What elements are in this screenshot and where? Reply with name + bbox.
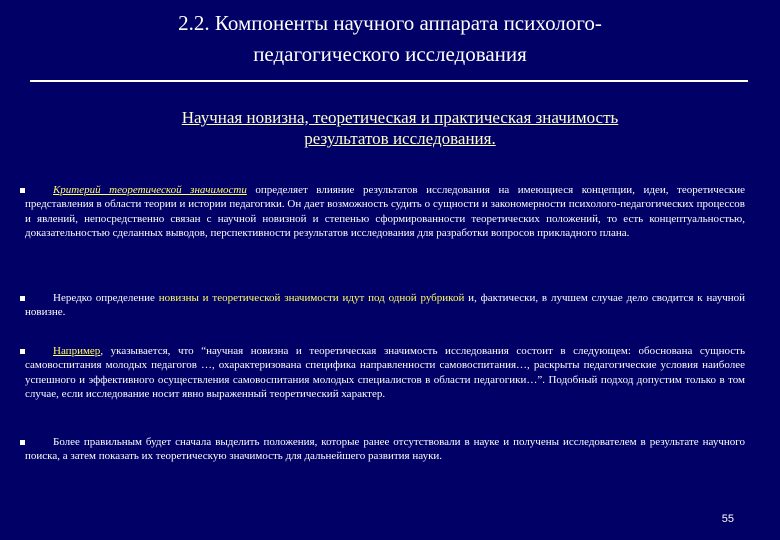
paragraph-novelty xyxy=(25,291,745,320)
paragraph-recommendation xyxy=(25,435,745,464)
section-subtitle-line-1: Научная новизна, теоретическая и практическая значимость xyxy=(181,108,619,127)
slide-title xyxy=(30,8,750,70)
paragraph-3-text: , указывается, что “научная новизна и теоретическая значимость исследования состоит в следующем: обоснована сущность самовоспитания молодых педагогов …, охарактеризована специфика направленности самовоспитания…, раскрыты педагогические условия наиболее успешного и эффективного осуществления самовоспитания молодых специалистов в области педагогики…”. Подобный подход допустим только в том случае, если исследование носит явно выраженный теоретический характер. xyxy=(25,345,745,400)
section-subtitle xyxy=(60,107,740,149)
paragraph-2-after: и, фактически, в лучшем случае дело сводится к научной новизне. xyxy=(25,292,746,319)
slide-title-line-2: педагогического исследования xyxy=(253,42,527,66)
paragraph-2-before: Нередко определение xyxy=(53,292,159,304)
paragraph-example xyxy=(25,344,745,401)
example-label: Например xyxy=(53,345,101,357)
paragraph-theoretical-significance xyxy=(25,183,745,240)
paragraph-1-text: определяет влияние результатов исследования на имеющиеся концепции, идеи, теоретические представления в области теории и истории педагогики. Он дает возможность судить о сущности и закономерности психолого-педагогических процессов и явлений, непосредственно связан с научной новизной и степенью сформированности теоретических положений, то есть концептуальностью, доказательностью сделанных выводов, перспективности результатов исследования для разработки вопросов прикладного плана. xyxy=(25,184,745,239)
term-theoretical-significance: Критерий теоретической значимости xyxy=(53,184,247,196)
section-subtitle-line-2: результатов исследования. xyxy=(304,129,496,148)
paragraph-4-text: Более правильным будет сначала выделить положения, которые ранее отсутствовали в науке и получены исследователем в результате научного поиска, а затем показать их теоретическую значимость для дальнейшего развития науки. xyxy=(25,436,745,463)
page-number: 55 xyxy=(721,513,734,525)
slide-title-line-1: 2.2. Компоненты научного аппарата психолого- xyxy=(178,11,602,35)
paragraph-2-highlight: новизны и теоретической значимости идут под одной рубрикой xyxy=(158,292,465,304)
title-divider xyxy=(30,80,748,82)
